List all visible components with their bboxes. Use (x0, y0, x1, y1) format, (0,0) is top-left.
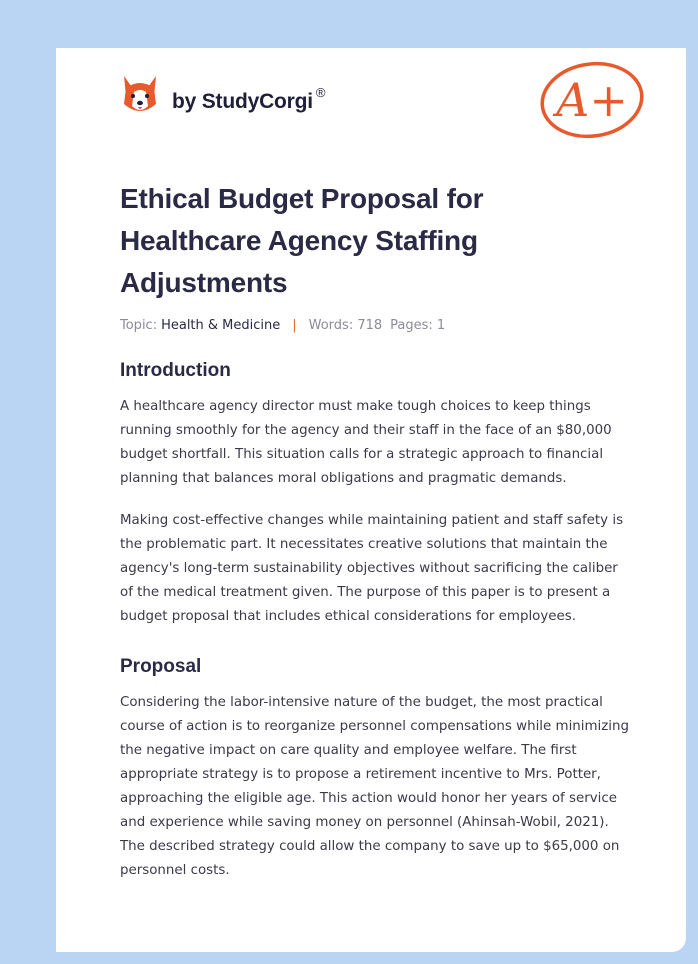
article (120, 178, 630, 883)
grade-text: A+ (556, 73, 628, 127)
grade-badge (536, 58, 648, 142)
section-heading-introduction: Introduction (120, 360, 231, 381)
word-count: Words: 718 (308, 318, 383, 333)
studycorgi-logo[interactable] (120, 74, 325, 118)
paragraph: Considering the labor-intensive nature of the budget, the most practical course of action is to reorganize personnel compensations while minimizing the negative impact on care quality and employee welfare. The first appropriate strategy is to propose a retirement incentive to Mrs. Potter, approaching the eligible age. This action would honor her years of service and experience while saving money on personnel (Ahinsah-Wobil, 2021). The described strategy could allow the company to save up to $65,000 on personnel costs. (120, 695, 629, 878)
meta-bar (120, 318, 630, 333)
topic-label: Topic: (120, 318, 158, 333)
section-heading-proposal: Proposal (120, 656, 202, 677)
paragraph: A healthcare agency director must make tough choices to keep things running smoothly for the agency and their staff in the face of an $80,000 budget shortfall. This situation calls for a strategic approach to financial planning that balances moral obligations and pragmatic demands. (120, 399, 612, 486)
page-count: Pages: 1 (390, 318, 446, 333)
paragraph: Making cost-effective changes while maintaining patient and staff safety is the problematic part. It necessitates creative solutions that maintain the agency's long-term sustainability objectives without sacrificing the caliber of the medical treatment given. The purpose of this paper is to present a budget proposal that includes ethical considerations for employees. (120, 513, 624, 624)
topic-link[interactable]: Health & Medicine (161, 318, 281, 333)
page-title: Ethical Budget Proposal for Healthcare Agency Staffing Adjustments (120, 183, 484, 298)
meta-separator: | (292, 318, 297, 333)
brand-name: by StudyCorgi ® (172, 85, 326, 113)
corgi-icon (120, 74, 160, 118)
document-page (56, 48, 686, 952)
header (56, 48, 686, 158)
